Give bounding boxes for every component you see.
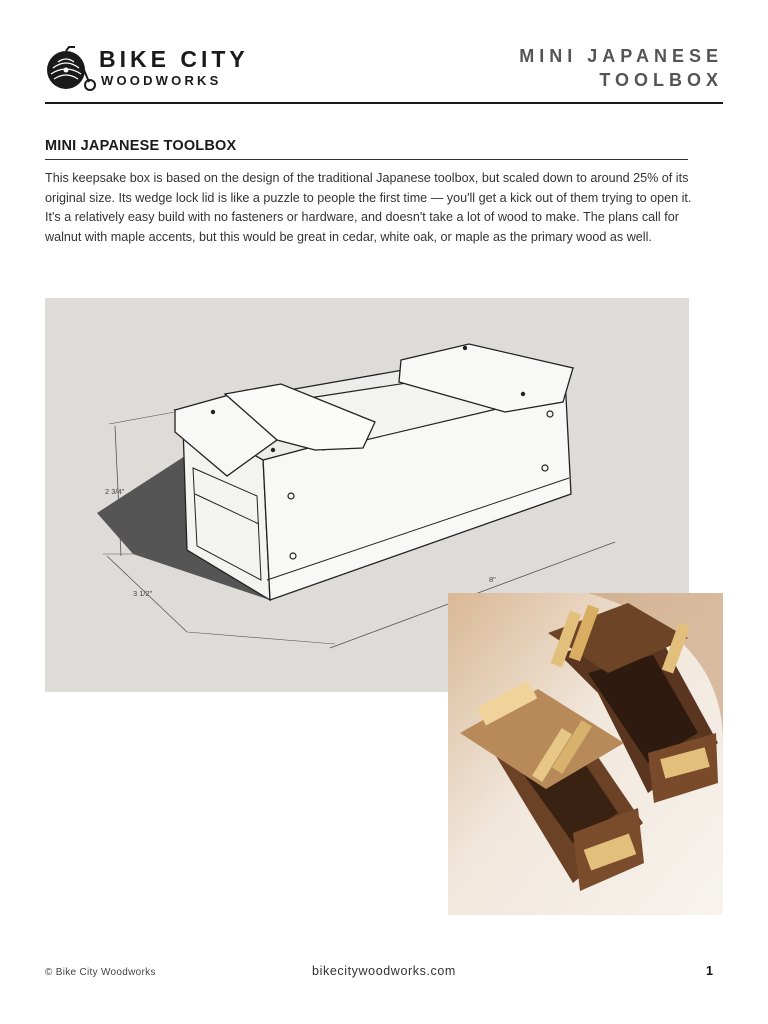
section-heading: MINI JAPANESE TOOLBOX [45,138,688,160]
section-body-text: This keepsake box is based on the design of the traditional Japanese toolbox, but scaled down to around 25% of its original size. Its wedge lock lid is like a puzzle to people the first time — you'll get a kick out of them trying to open it. It's a relatively easy build with no fasteners or hardware, and doesn't take a lot of wood to make. The plans call for walnut with maple accents, but this would be great in cedar, white oak, or maple as the primary wood as well. [45,171,692,244]
dimension-label-height: 2 3/4" [105,487,125,496]
dowel-hole [521,392,525,396]
dowel-hole [463,346,467,350]
finished-toolbox-photo [448,593,723,915]
footer-copyright: © Bike City Woodworks [45,967,156,978]
dowel-hole [211,410,215,414]
toolbox-photo-illustration [448,593,723,915]
page-header [45,44,723,102]
document-title-line-1: MINI JAPANESE [519,46,723,66]
penny-farthing-logo-icon [45,46,97,92]
document-title-line-2: TOOLBOX [599,70,723,90]
dowel-hole [271,448,275,452]
header-divider [45,102,723,104]
dimension-label-depth: 3 1/2" [133,589,153,598]
brand-name: BIKE CITY [99,46,249,72]
footer-website-link[interactable]: bikecitywoodworks.com [312,964,456,978]
brand-subtitle: WOODWORKS [101,73,222,88]
page-number: 1 [706,964,713,978]
document-title [519,44,723,92]
dimension-label-length: 8" [489,575,496,584]
length-extension-line [187,632,335,644]
height-extension-line [109,412,175,424]
